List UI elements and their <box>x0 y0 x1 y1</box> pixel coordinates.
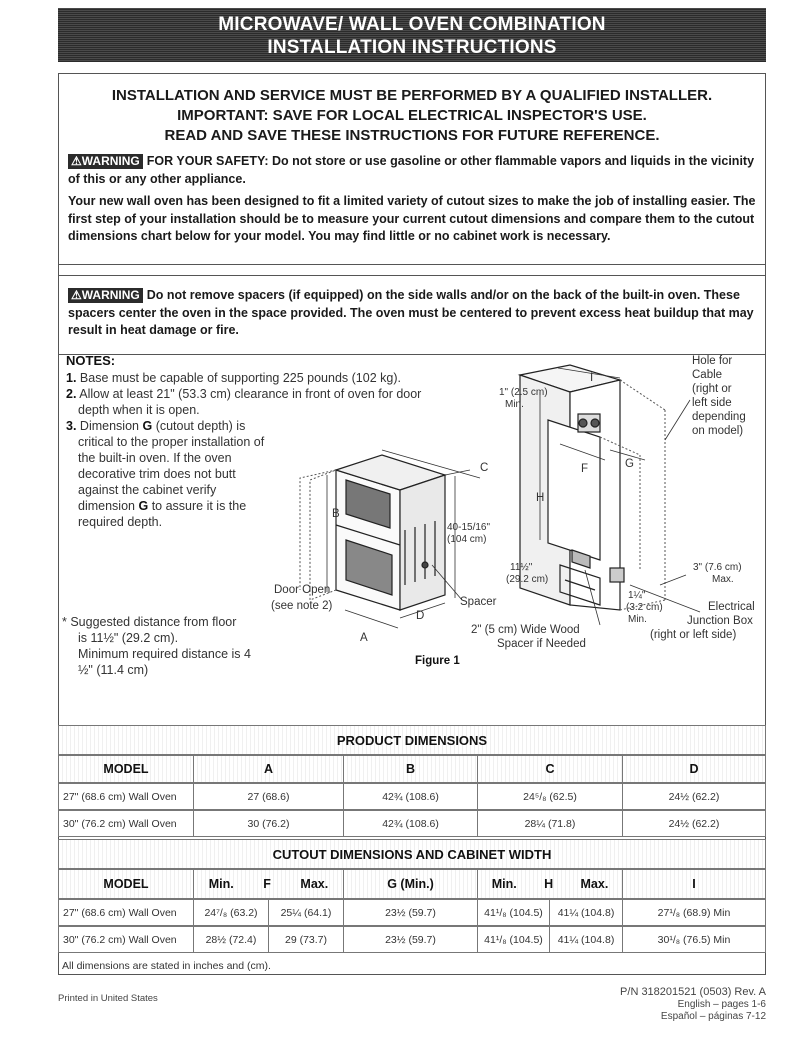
note-2: 2. Allow at least 21" (53.3 cm) clearance in front of oven for door <box>66 387 422 401</box>
note-3-line-7: required depth. <box>78 515 163 529</box>
note-3-line-2: critical to the proper installation of <box>78 435 265 449</box>
letter-b: B <box>332 508 340 520</box>
junction-label-1: Electrical <box>708 601 755 613</box>
product-row-2-b: 42¾ (108.6) <box>344 810 478 837</box>
cutout-row-1-model: 27" (68.6 cm) Wall Oven <box>58 899 194 926</box>
heading-1: INSTALLATION AND SERVICE MUST BE PERFORMED BY A QUALIFIED INSTALLER. <box>111 87 713 104</box>
dim-114-label: 1¼" <box>628 590 646 601</box>
table-row <box>58 899 766 926</box>
junction-label-3: (right or left side) <box>650 629 737 641</box>
cutout-header-i: I <box>623 869 766 899</box>
product-row-1-c: 24⁵/₈ (62.5) <box>478 783 623 810</box>
cutout-row-2-h-min: 41¹/₈ (104.5) <box>478 926 550 953</box>
product-row-1-d: 24½ (62.2) <box>623 783 766 810</box>
cutout-row-2-g: 23½ (59.7) <box>344 926 478 953</box>
hole-label-2: Cable <box>692 369 723 381</box>
cutout-row-1-i: 27¹/₈ (68.9) Min <box>623 899 766 926</box>
product-title-row <box>58 725 766 755</box>
hole-label-5: depending <box>692 411 746 423</box>
cutout-row-1-h-min: 41¹/₈ (104.5) <box>478 899 550 926</box>
figure-caption: Figure 1 <box>415 655 460 667</box>
heading-2: IMPORTANT: SAVE FOR LOCAL ELECTRICAL INSPECTOR'S USE. <box>177 107 647 124</box>
title-line-1: MICROWAVE/ WALL OVEN COMBINATION <box>218 14 606 35</box>
star-note-2: is 11½" (29.2 cm). <box>78 631 179 645</box>
cutout-header-g: G (Min.) <box>344 869 478 899</box>
junction-label-2: Junction Box <box>687 615 753 627</box>
door-open-note-label: (see note 2) <box>271 600 333 612</box>
cutout-row-2-h-max: 41¼ (104.8) <box>550 926 623 953</box>
product-header-row <box>58 755 766 783</box>
printed-in-label: Printed in United States <box>58 993 158 1004</box>
cutout-header-model: MODEL <box>58 869 194 899</box>
table-row <box>58 810 766 837</box>
cutout-header-h-max: Max. <box>580 877 609 891</box>
cutout-header-f <box>194 869 344 899</box>
star-note-4: ½" (11.4 cm) <box>78 663 149 677</box>
cutout-row-2-f-min: 28½ (72.4) <box>194 926 269 953</box>
note-3-line-3: the built-in oven. If the oven <box>78 451 232 465</box>
hole-label-3: (right or <box>692 383 732 395</box>
cutout-header-f-letter: F <box>263 877 271 891</box>
door-open-outline <box>300 470 336 600</box>
warning-text-1: FOR YOUR SAFETY: Do not store or use gasoline or other flammable vapors and liquids in the vicinity of this or any other appliance. <box>68 154 755 186</box>
cutout-row-1-h-max: 41¼ (104.8) <box>550 899 623 926</box>
spacer-label: Spacer <box>460 596 497 608</box>
product-row-2-c: 28¼ (71.8) <box>478 810 623 837</box>
cutout-header-row <box>58 869 766 899</box>
spanish-pages: Español – páginas 7-12 <box>660 1011 766 1022</box>
product-header-model: MODEL <box>58 755 194 783</box>
product-row-2-d: 24½ (62.2) <box>623 810 766 837</box>
product-header-c: C <box>478 755 623 783</box>
cutout-row-1-g: 23½ (59.7) <box>344 899 478 926</box>
wood-spacer-label: 2" (5 cm) Wide Wood <box>471 624 580 636</box>
product-row-1-b: 42¾ (108.6) <box>344 783 478 810</box>
product-header-b: B <box>344 755 478 783</box>
heading-3: READ AND SAVE THESE INSTRUCTIONS FOR FUTURE REFERENCE. <box>164 127 660 144</box>
cutout-row-2-f-max: 29 (73.7) <box>269 926 344 953</box>
product-header-a: A <box>194 755 344 783</box>
hole-label-6: on model) <box>692 425 744 437</box>
note-3-line-4: decorative trim does not butt <box>78 467 236 481</box>
wood-spacer-label-2: Spacer if Needed <box>497 638 586 650</box>
cutout-header-h-min: Min. <box>491 877 517 891</box>
dim-114-min-label: Min. <box>628 614 647 625</box>
star-note-1: * Suggested distance from floor <box>62 615 237 629</box>
dim-3-max-label: Max. <box>712 574 734 585</box>
note-3: 3. Dimension G (cutout depth) is <box>66 419 246 433</box>
table-row <box>58 926 766 953</box>
dim-1-label: 1" (2.5 cm) <box>499 387 548 398</box>
product-table-title: PRODUCT DIMENSIONS <box>58 725 766 755</box>
cutout-row-1-f-min: 24⁷/₈ (63.2) <box>194 899 269 926</box>
dim-11-cm-label: (29.2 cm) <box>506 574 549 585</box>
hole-label-4: left side <box>692 397 732 409</box>
note-1: 1. Base must be capable of supporting 225 pounds (102 kg). <box>66 371 401 385</box>
cutout-row-2-i: 30¹/₈ (76.5) Min <box>623 926 766 953</box>
intro-paragraph: Your new wall oven has been designed to fit a limited variety of cutout sizes to make the job of installing easier. The first step of your installation should be to measure your current cutout dimensions and compare them to the cutout dimensions chart below for your model. You may find little or no cabinet work is necessary. <box>68 194 756 243</box>
cutout-header-h-letter: H <box>544 877 554 891</box>
cutout-header-h <box>478 869 623 899</box>
cutout-header-f-min: Min. <box>208 877 234 891</box>
product-row-2-model: 30" (76.2 cm) Wall Oven <box>58 810 194 837</box>
english-pages: English – pages 1-6 <box>677 998 766 1010</box>
cutout-row-2-model: 30" (76.2 cm) Wall Oven <box>58 926 194 953</box>
product-header-d: D <box>623 755 766 783</box>
part-number: P/N 318201521 (0503) Rev. A <box>620 986 766 998</box>
letter-g: G <box>625 458 634 470</box>
dim-114-cm-label: (3.2 cm) <box>626 602 663 613</box>
letter-f: F <box>581 463 589 475</box>
product-row-1-a: 27 (68.6) <box>194 783 344 810</box>
table-row <box>58 783 766 810</box>
note-3-line-5: against the cabinet verify <box>78 483 217 497</box>
part-number-block <box>620 986 766 1024</box>
dim-11-label: 11½" <box>510 562 533 573</box>
notes-heading: NOTES: <box>66 353 116 368</box>
warning-text-2: Do not remove spacers (if equipped) on the side walls and/or on the back of the built-in oven. These spacers center the oven in the space provided. The oven must be centered to prevent excess heat buildup that may result in heat damage or fire. <box>68 288 754 337</box>
cutout-row-1-f-max: 25¼ (64.1) <box>269 899 344 926</box>
dim-1-min-label: Min. <box>505 399 524 410</box>
star-note-3: Minimum required distance is 4 <box>78 647 251 661</box>
warning-badge-2: ⚠WARNING <box>68 288 143 303</box>
product-row-1-model: 27" (68.6 cm) Wall Oven <box>58 783 194 810</box>
dim-40-label: 40-15/16" <box>447 522 491 533</box>
hole-label-1: Hole for <box>692 355 733 367</box>
letter-d: D <box>416 610 425 622</box>
dim-3-label: 3" (7.6 cm) <box>693 562 742 573</box>
letter-c: C <box>480 462 489 474</box>
cutout-table-title: CUTOUT DIMENSIONS AND CABINET WIDTH <box>58 839 766 869</box>
letter-a: A <box>360 632 368 644</box>
note-3-line-6: dimension G to assure it is the <box>78 499 247 513</box>
letter-i: I <box>590 372 594 384</box>
cutout-header-f-max: Max. <box>300 877 329 891</box>
door-open-label: Door Open <box>274 584 331 596</box>
note-2-cont: depth when it is open. <box>78 403 200 417</box>
cutout-title-row <box>58 839 766 869</box>
dim-40-cm-label: (104 cm) <box>447 534 487 545</box>
title-line-2: INSTALLATION INSTRUCTIONS <box>267 37 557 58</box>
oven-drawing <box>336 455 445 610</box>
product-row-2-a: 30 (76.2) <box>194 810 344 837</box>
letter-h: H <box>536 492 545 504</box>
dimensions-footnote: All dimensions are stated in inches and (cm). <box>62 960 271 972</box>
warning-badge: ⚠WARNING <box>68 154 143 169</box>
